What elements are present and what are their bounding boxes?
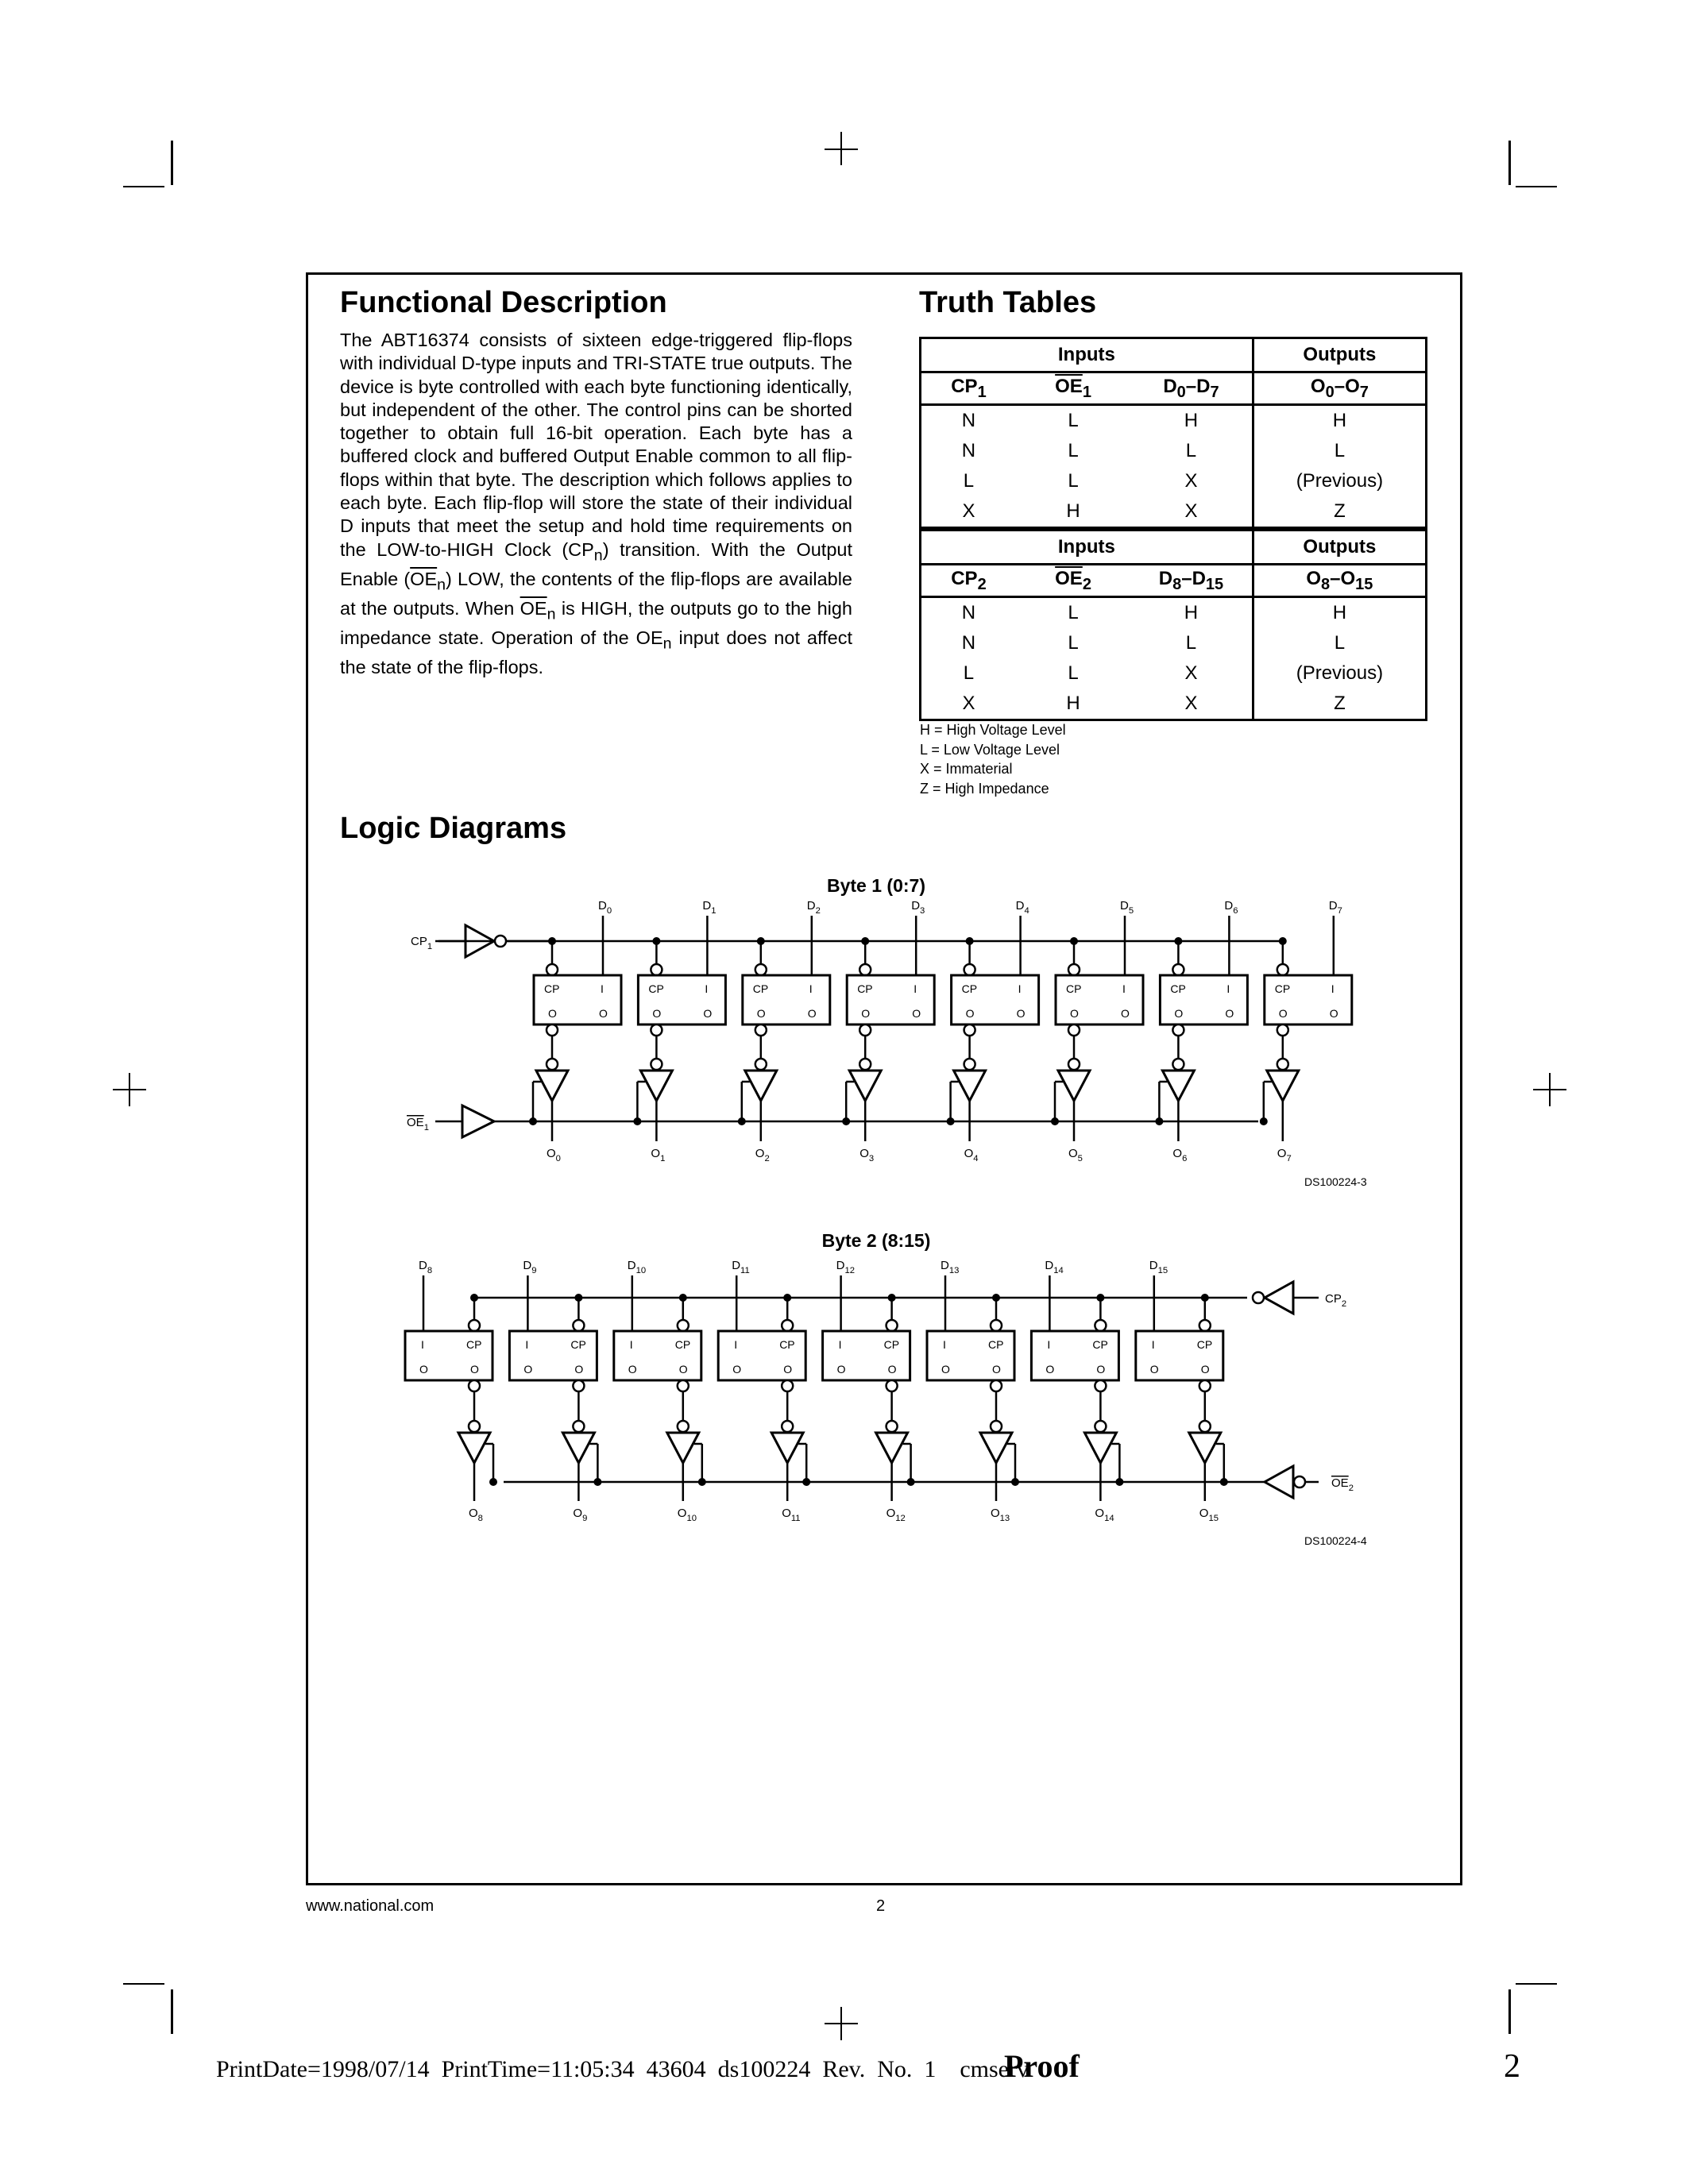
enable-junction [802, 1478, 810, 1486]
functional-description-heading: Functional Description [340, 286, 667, 319]
oe2-input-label: $OE_2$ [1331, 1476, 1354, 1493]
enable-junction [698, 1478, 706, 1486]
d-input-label: $D_8$ [419, 1259, 433, 1275]
d-input-label: $D_1$ [702, 899, 717, 916]
d-input-label: $D_{14}$ [1045, 1259, 1064, 1275]
output-bubble [1199, 1421, 1211, 1432]
flip-flop-o-label: O [861, 1007, 871, 1020]
output-bubble [991, 1421, 1002, 1432]
tristate-buffer [1189, 1433, 1221, 1463]
flip-flop-i-label: I [1122, 982, 1126, 995]
flip-flop-o-label: O [548, 1007, 557, 1020]
outputs-header: Outputs [1303, 344, 1377, 365]
functional-description-text: The ABT16374 consists of sixteen edge-triggered flip-flops with individual D-type inputs and TRI-STATE true outputs. The device is byte controlled with each byte functioning identically, but independent of the other. The control pins can be shorted together to obtain full 16-bit operation. Each byte has a buffered clock and buffered Output Enable common to all flip-flops within that byte. The description which follows applies to each byte. Each flip-flop will store the state of their individual D inputs that meet the setup and hold time requirements on the LOW-to-HIGH Clock $(CP_n)$ transition. With the Output Enable $(\overline{OE}_n)$ LOW, the contents of the flip-flops are available at the outputs. When $\overline{OE}_n$ is HIGH, the outputs go to the high impedance state. Operation of the $OE_n$ input does not affect the state of the flip-flops. [340, 330, 853, 677]
enable-junction [1115, 1478, 1123, 1486]
tristate-buffer [562, 1433, 594, 1463]
output-bubble [469, 1421, 480, 1432]
flip-flop-cp-label: CP [988, 1338, 1004, 1351]
flip-flop-o-label: O [965, 1007, 975, 1020]
d-input-label: $D_{15}$ [1149, 1259, 1168, 1275]
oe-column-header: $\overline{OE}_1$ [1055, 375, 1091, 401]
output-label: $O_7$ [1277, 1147, 1292, 1163]
flip-flop-o-label: O [574, 1363, 584, 1376]
page-number-large: 2 [1504, 2048, 1520, 2085]
output-bubble [886, 1421, 898, 1432]
output-bubble [573, 1380, 584, 1391]
flip-flop-cp-label: CP [1196, 1338, 1213, 1351]
flip-flop-i-label: I [1047, 1338, 1051, 1351]
flip-flop-i-label: I [809, 982, 813, 995]
enable-junction [1220, 1478, 1228, 1486]
flip-flop-o-label: O [732, 1363, 742, 1376]
output-bubble [1095, 1380, 1106, 1391]
table-row: X H X Z [921, 496, 1427, 528]
outputs-header: Outputs [1303, 536, 1377, 558]
clock-inversion-bubble [1095, 1320, 1106, 1331]
cp2-input-label: $CP_2$ [1325, 1292, 1347, 1309]
flip-flop-o-label: O [783, 1363, 793, 1376]
clock-inversion-bubble [1199, 1320, 1211, 1331]
d-input-label: $D_4$ [1015, 899, 1029, 916]
cp-column-header: $CP_2$ [951, 567, 987, 593]
footer-website[interactable]: www.national.com [306, 1897, 435, 1915]
flip-flop-o-label: O [652, 1007, 662, 1020]
tristate-buffer [458, 1433, 490, 1463]
tristate-buffer [980, 1433, 1012, 1463]
footer-page-number: 2 [876, 1897, 886, 1915]
table-row: L L X (Previous) [921, 658, 1427, 689]
enable-junction [489, 1478, 497, 1486]
flip-flop-o-label: O [1096, 1363, 1106, 1376]
flip-flop-o-label: O [756, 1007, 766, 1020]
output-label: $O_0$ [547, 1147, 561, 1163]
flip-flop-o-label: O [1121, 1007, 1130, 1020]
output-label: $O_{10}$ [677, 1507, 697, 1523]
flip-flop-i-label: I [629, 1338, 633, 1351]
print-info: PrintDate=1998/07/14 PrintTime=11:05:34 43604 ds100224 Rev. No. 1 cmserv [216, 2056, 1029, 2082]
flip-flop-cp-label: CP [544, 982, 560, 995]
output-label: $O_{15}$ [1199, 1507, 1219, 1523]
flip-flop-o-label: O [678, 1363, 688, 1376]
d-input-label: $D_{13}$ [941, 1259, 960, 1275]
clock-inversion-bubble [886, 1320, 898, 1331]
flip-flop-i-label: I [705, 982, 709, 995]
flip-flop-o-label: O [807, 1007, 817, 1020]
table-row: N L L L [921, 628, 1427, 658]
o-column-header: $O_0-O_7$ [1310, 375, 1369, 401]
d-input-label: $D_3$ [911, 899, 925, 916]
d-input-label: $D_{10}$ [627, 1259, 647, 1275]
flip-flop-cp-label: CP [674, 1338, 691, 1351]
flip-flop-o-label: O [1200, 1363, 1210, 1376]
truth-tables-heading: Truth Tables [919, 286, 1097, 319]
byte1-title: Byte 1 (0:7) [827, 875, 925, 896]
output-label: $O_{12}$ [886, 1507, 906, 1523]
flip-flop-cp-label: CP [752, 982, 769, 995]
table-row: X H X Z [921, 689, 1427, 720]
output-label: $O_{14}$ [1095, 1507, 1114, 1523]
output-label: $O_2$ [755, 1147, 770, 1163]
output-label: $O_5$ [1068, 1147, 1083, 1163]
d-input-label: $D_9$ [523, 1259, 537, 1275]
d-input-label: $D_5$ [1120, 899, 1134, 916]
byte1-code: DS100224-3 [1304, 1175, 1367, 1188]
output-label: $O_8$ [469, 1507, 483, 1523]
truth-table-legend: H = High Voltage Level L = Low Voltage Level X = Immaterial Z = High Impedance [920, 722, 1066, 797]
flip-flop-o-label: O [1149, 1363, 1159, 1376]
output-label: $O_{11}$ [782, 1507, 801, 1523]
output-label: $O_4$ [964, 1147, 979, 1163]
clock-inversion-bubble [991, 1320, 1002, 1331]
byte2-code: DS100224-4 [1304, 1534, 1367, 1547]
output-label: $O_1$ [651, 1147, 666, 1163]
oe1-input-label: $OE_1$ [407, 1116, 429, 1133]
flip-flop-cp-label: CP [779, 1338, 795, 1351]
flip-flop-o-label: O [941, 1363, 950, 1376]
output-bubble [782, 1421, 793, 1432]
flip-flop-i-label: I [914, 982, 917, 995]
d-input-label: $D_2$ [806, 899, 821, 916]
tristate-buffer [667, 1433, 699, 1463]
output-label: $O_{13}$ [991, 1507, 1010, 1523]
flip-flop-i-label: I [1331, 982, 1335, 995]
flip-flop-o-label: O [523, 1363, 533, 1376]
output-bubble [469, 1380, 480, 1391]
output-label: $O_3$ [859, 1147, 875, 1163]
o-column-header: $O_8-O_{15}$ [1306, 567, 1373, 593]
output-bubble [573, 1421, 584, 1432]
enable-buffer [1265, 1466, 1293, 1498]
enable-buffer-bubble [1294, 1476, 1305, 1488]
flip-flop-o-label: O [1045, 1363, 1055, 1376]
clock-inversion-bubble [782, 1320, 793, 1331]
table-row: L L X (Previous) [921, 466, 1427, 496]
flip-flop-o-label: O [912, 1007, 921, 1020]
output-bubble [1199, 1380, 1211, 1391]
logic-diagrams-heading: Logic Diagrams [340, 812, 567, 845]
enable-junction [593, 1478, 601, 1486]
flip-flop-cp-label: CP [1066, 982, 1082, 995]
clock-inversion-bubble [573, 1320, 584, 1331]
flip-flop-cp-label: CP [883, 1338, 900, 1351]
flip-flop-o-label: O [1070, 1007, 1079, 1020]
table-row: N L H H [921, 597, 1427, 629]
output-label: $O_9$ [573, 1507, 588, 1523]
flip-flop-o-label: O [992, 1363, 1001, 1376]
flip-flop-o-label: O [836, 1363, 846, 1376]
flip-flop-cp-label: CP [1274, 982, 1291, 995]
flip-flop-o-label: O [1278, 1007, 1288, 1020]
enable-junction [1011, 1478, 1019, 1486]
d-input-label: $D_{12}$ [836, 1259, 855, 1275]
flip-flop-o-label: O [628, 1363, 637, 1376]
d-input-label: $D_6$ [1224, 899, 1238, 916]
flip-flop-o-label: O [887, 1363, 897, 1376]
flip-flop-i-label: I [838, 1338, 842, 1351]
flip-flop-i-label: I [525, 1338, 529, 1351]
flip-flop-i-label: I [734, 1338, 738, 1351]
flip-flop-o-label: O [703, 1007, 713, 1020]
d-input-label: $D_0$ [598, 899, 612, 916]
output-bubble [1095, 1421, 1106, 1432]
byte2-title: Byte 2 (8:15) [821, 1230, 931, 1251]
inputs-header: Inputs [921, 531, 1253, 565]
flip-flop-i-label: I [943, 1338, 946, 1351]
clock-buffer [1265, 1282, 1293, 1314]
flip-flop-o-label: O [1225, 1007, 1234, 1020]
tristate-buffer [876, 1433, 908, 1463]
flip-flop-cp-label: CP [648, 982, 664, 995]
clock-inversion-bubble [469, 1320, 480, 1331]
flip-flop-i-label: I [1018, 982, 1022, 995]
flip-flop-cp-label: CP [570, 1338, 586, 1351]
cp1-input-label: $CP_1$ [411, 935, 433, 951]
oe-column-header: $\overline{OE}_2$ [1055, 567, 1091, 593]
flip-flop-o-label: O [419, 1363, 428, 1376]
d-input-label: $D_7$ [1328, 899, 1342, 916]
output-label: $O_6$ [1172, 1147, 1188, 1163]
flip-flop-o-label: O [1329, 1007, 1338, 1020]
enable-junction [907, 1478, 915, 1486]
tristate-buffer [1084, 1433, 1116, 1463]
output-bubble [782, 1380, 793, 1391]
flip-flop-cp-label: CP [857, 982, 873, 995]
output-bubble [678, 1421, 689, 1432]
table-row: N L H H [921, 405, 1427, 437]
flip-flop-i-label: I [1151, 1338, 1155, 1351]
d-column-header: $D_8-D_{15}$ [1130, 565, 1253, 597]
flip-flop-o-label: O [1174, 1007, 1184, 1020]
output-bubble [886, 1380, 898, 1391]
clock-buffer-bubble [1253, 1292, 1264, 1303]
flip-flop-o-label: O [470, 1363, 479, 1376]
cp-column-header: $CP_1$ [951, 375, 987, 401]
output-bubble [991, 1380, 1002, 1391]
flip-flop-i-label: I [421, 1338, 424, 1351]
flip-flop-o-label: O [1016, 1007, 1026, 1020]
tristate-buffer [771, 1433, 803, 1463]
flip-flop-cp-label: CP [466, 1338, 482, 1351]
proof-label: Proof [1004, 2048, 1080, 2084]
flip-flop-i-label: I [1226, 982, 1230, 995]
flip-flop-cp-label: CP [1170, 982, 1186, 995]
clock-inversion-bubble [678, 1320, 689, 1331]
table-row: N L L L [921, 436, 1427, 466]
flip-flop-cp-label: CP [1092, 1338, 1108, 1351]
flip-flop-i-label: I [601, 982, 604, 995]
flip-flop-o-label: O [599, 1007, 608, 1020]
d-column-header: $D_0-D_7$ [1130, 372, 1253, 405]
d-input-label: $D_{11}$ [732, 1259, 750, 1275]
inputs-header: Inputs [921, 338, 1253, 372]
output-bubble [678, 1380, 689, 1391]
flip-flop-cp-label: CP [961, 982, 978, 995]
